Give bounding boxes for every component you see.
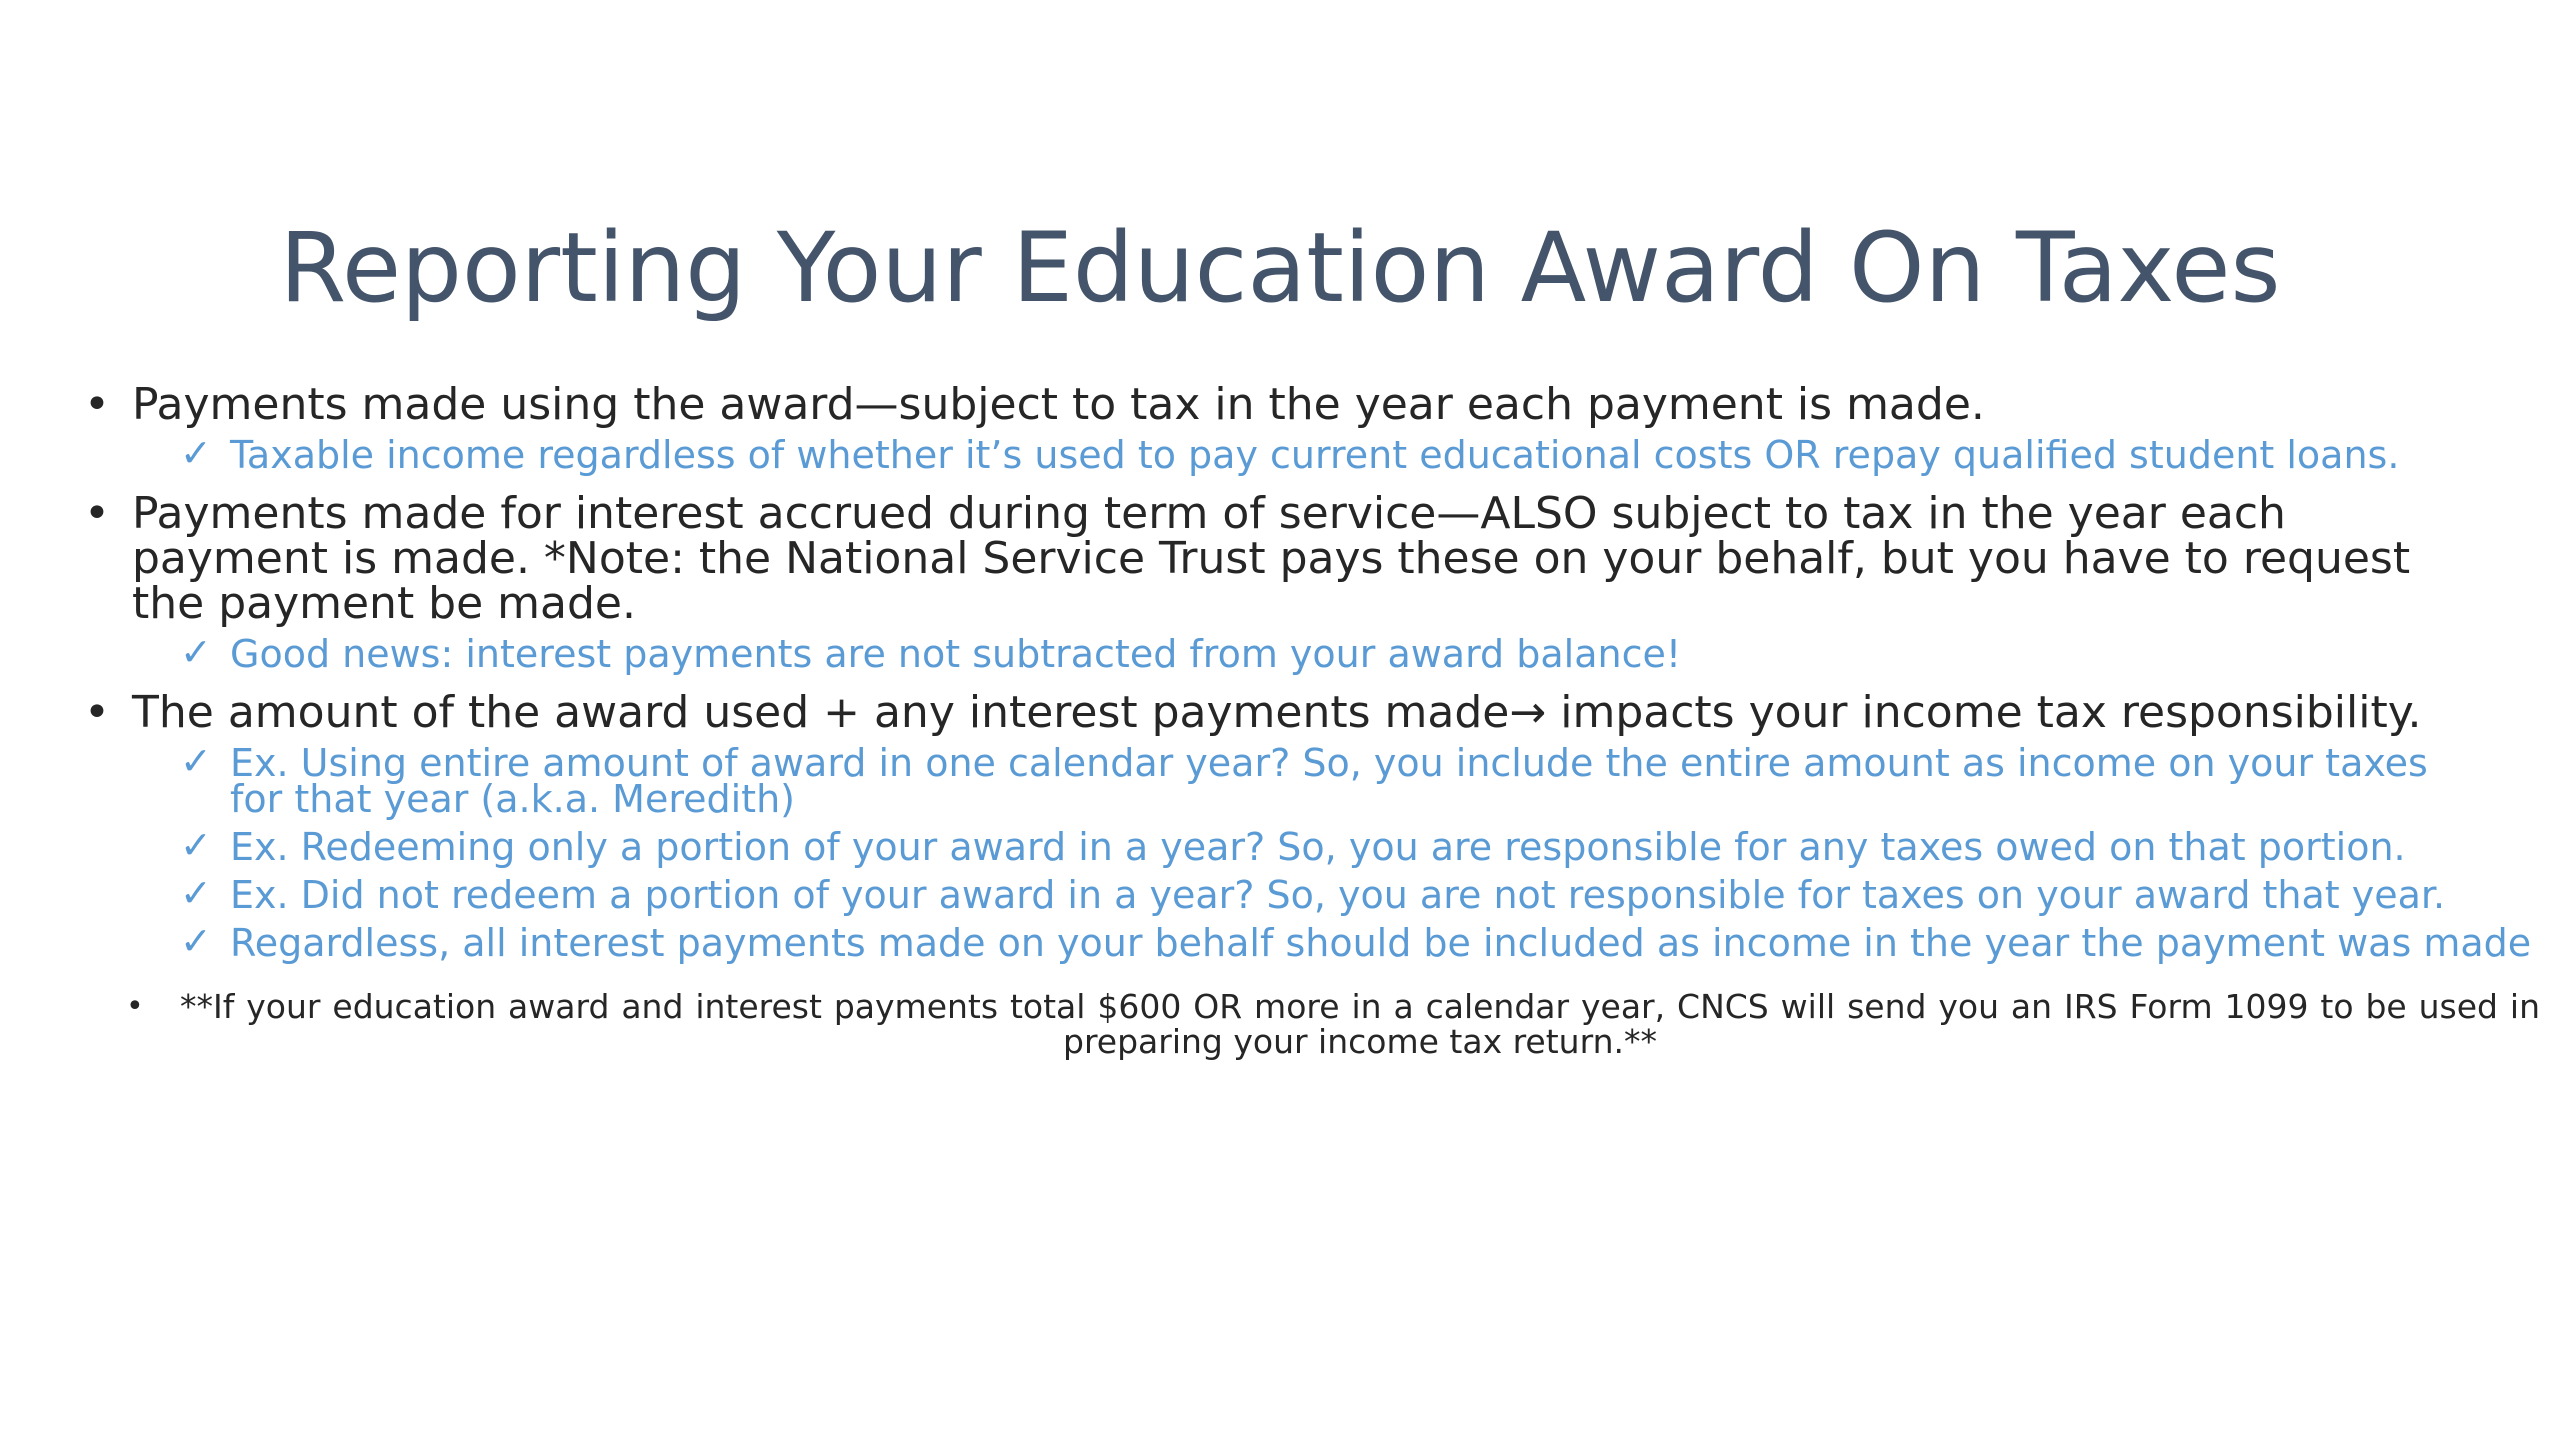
sub-item-1-1 xyxy=(80,431,2480,477)
sub-item-3-1-text: Ex. Using entire amount of award in one calendar year? So, you include the entire amount as income on your taxes for that year (a.k.a. Meredith) xyxy=(230,741,2428,821)
sub-item-3-3-text: Ex. Did not redeem a portion of your award in a year? So, you are not responsible for taxes on your award that year. xyxy=(230,873,2446,917)
slide-title: Reporting Your Education Award On Taxes xyxy=(279,212,2281,324)
slide-content xyxy=(80,379,2540,1061)
footnote-text: **If your education award and interest payments total $600 OR more in a calendar year, CNCS will send you an IRS Form 1099 to be used in preparing your income tax return.** xyxy=(180,987,2540,1061)
sub-item-2-1 xyxy=(80,630,2480,676)
bullet-dot-icon: • xyxy=(84,687,110,738)
sub-item-3-2 xyxy=(80,823,2480,869)
checkmark-icon: ✓ xyxy=(180,823,212,867)
bullet-item-2-text: Payments made for interest accrued during term of service—ALSO subject to tax in the year each payment is made. *Note: the National Service Trust pays these on your behalf, but you have to request the payment be made. xyxy=(132,488,2411,629)
checkmark-icon: ✓ xyxy=(180,630,212,674)
right-arrow-icon: → xyxy=(1509,687,1547,738)
checkmark-icon: ✓ xyxy=(180,431,212,475)
bullet-item-1-text: Payments made using the award—subject to tax in the year each payment is made. xyxy=(132,379,1985,430)
bullet-item-3 xyxy=(80,687,2480,738)
sub-item-3-4 xyxy=(80,919,2532,965)
sub-item-1-1-text: Taxable income regardless of whether it’s used to pay current educational costs OR repay qualified student loans. xyxy=(230,433,2400,477)
bullet-dot-icon: • xyxy=(126,989,144,1024)
bullet-item-1 xyxy=(80,379,2480,430)
sub-item-3-2-text: Ex. Redeeming only a portion of your award in a year? So, you are responsible for any taxes owed on that portion. xyxy=(230,825,2406,869)
checkmark-icon: ✓ xyxy=(180,919,212,963)
bullet-dot-icon: • xyxy=(84,379,110,430)
checkmark-icon: ✓ xyxy=(180,871,212,915)
sub-item-3-4-text: Regardless, all interest payments made on your behalf should be included as income in the year the payment was made xyxy=(230,921,2532,965)
sub-item-3-1 xyxy=(80,739,2480,821)
sub-item-2-1-text: Good news: interest payments are not subtracted from your award balance! xyxy=(230,632,1682,676)
bullet-item-3-text-after: impacts your income tax responsibility. xyxy=(1546,687,2422,738)
bullet-item-2 xyxy=(80,488,2480,629)
bullet-item-3-text: The amount of the award used + any interest payments made xyxy=(132,687,1510,738)
bullet-dot-icon: • xyxy=(84,488,110,539)
checkmark-icon: ✓ xyxy=(180,739,212,783)
sub-item-3-3 xyxy=(80,871,2480,917)
footnote xyxy=(80,989,2540,1059)
